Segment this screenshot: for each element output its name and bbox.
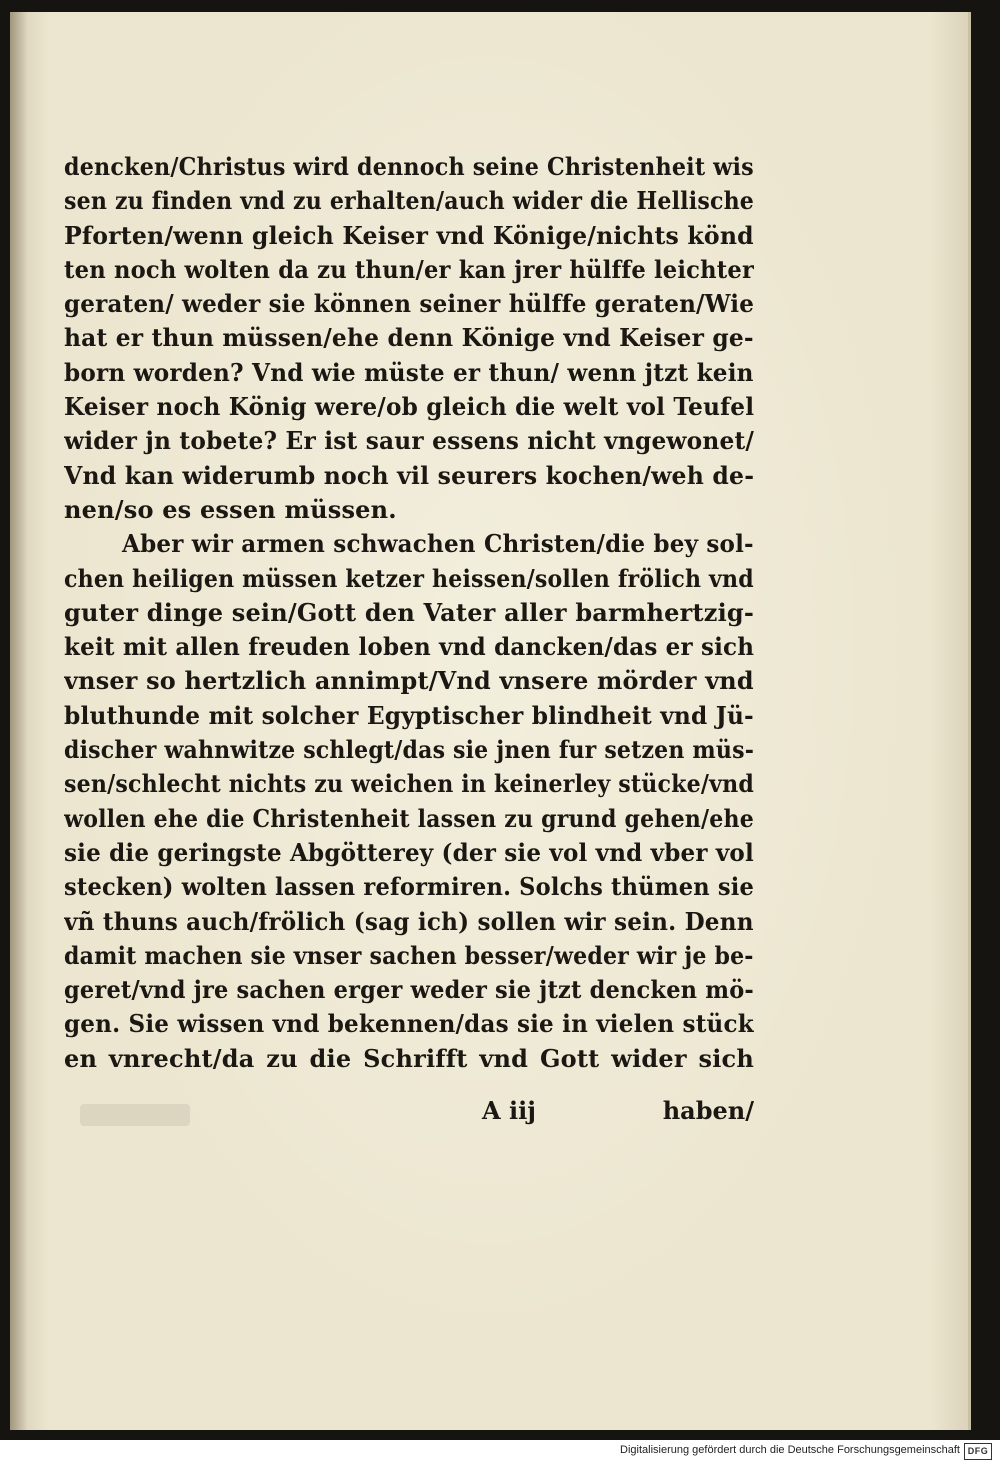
text-line: stecken) wolten lassen reformiren. Solchs thümen sie <box>64 872 754 902</box>
text-line: vñ thuns auch/frölich (sag ich) sollen wir sein. Denn <box>64 906 754 936</box>
text-line: vnser so hertzlich annimpt/Vnd vnsere mörder vnd <box>64 666 754 696</box>
text-line: sen/schlecht nichts zu weichen in keinerley stücke/vnd <box>64 769 754 799</box>
catchword: haben/ <box>662 1096 754 1125</box>
text-line: bluthunde mit solcher Egyptischer blindheit vnd Jü- <box>64 700 754 730</box>
text-line: Keiser noch König were/ob gleich die welt vol Teufel <box>64 392 754 422</box>
text-line: damit machen sie vnser sachen besser/weder wir je be- <box>64 940 754 970</box>
text-line: wollen ehe die Christenheit lassen zu grund gehen/ehe <box>64 803 754 833</box>
text-line: hat er thun müssen/ehe denn Könige vnd Keiser ge- <box>64 323 754 353</box>
text-line: sen zu finden vnd zu erhalten/auch wider die Hellische <box>64 186 754 216</box>
dfg-logo: DFG <box>964 1443 992 1460</box>
text-line: en vnrecht/da zu die Schrifft vnd Gott wider sich <box>64 1043 754 1073</box>
text-line: keit mit allen freuden loben vnd dancken/das er sich <box>64 632 754 662</box>
text-line: born worden? Vnd wie müste er thun/ wenn jtzt kein <box>64 357 754 387</box>
text-line: Vnd kan widerumb noch vil seurers kochen/weh de- <box>64 460 754 490</box>
text-line: sie die geringste Abgötterey (der sie vol vnd vber vol <box>64 837 754 867</box>
text-line: geraten/ weder sie können seiner hülffe geraten/Wie <box>64 289 754 319</box>
page-text-block <box>64 150 754 1076</box>
text-line: geret/vnd jre sachen erger weder sie jtzt dencken mö- <box>64 975 754 1005</box>
text-line: discher wahnwitze schlegt/das sie jnen fur setzen müs- <box>64 735 754 765</box>
text-line: gen. Sie wissen vnd bekennen/das sie in vielen stück <box>64 1009 754 1039</box>
signature-line <box>64 1094 754 1128</box>
signature-mark: A iij <box>482 1096 536 1125</box>
footer-bar <box>0 1440 1000 1463</box>
text-line: wider jn tobete? Er ist saur essens nicht vngewonet/ <box>64 426 754 456</box>
page-gutter-shadow <box>10 12 28 1430</box>
paragraph-start-line: Aber wir armen schwachen Christen/die bey sol- <box>122 529 754 559</box>
text-line: dencken/Christus wird dennoch seine Christenheit wis <box>64 152 754 181</box>
text-line: Pforten/wenn gleich Keiser vnd Könige/nichts könd <box>64 220 754 250</box>
text-line: guter dinge sein/Gott den Vater aller barmhertzig- <box>64 597 754 627</box>
text-line: ten noch wolten da zu thun/er kan jrer hülffe leichter <box>64 254 754 284</box>
text-line: chen heiligen müssen ketzer heissen/sollen frölich vnd <box>64 563 754 593</box>
text-line: nen/so es essen müssen. <box>64 494 397 524</box>
funding-credit: Digitalisierung gefördert durch die Deutsche Forschungsgemeinschaft <box>620 1444 960 1456</box>
